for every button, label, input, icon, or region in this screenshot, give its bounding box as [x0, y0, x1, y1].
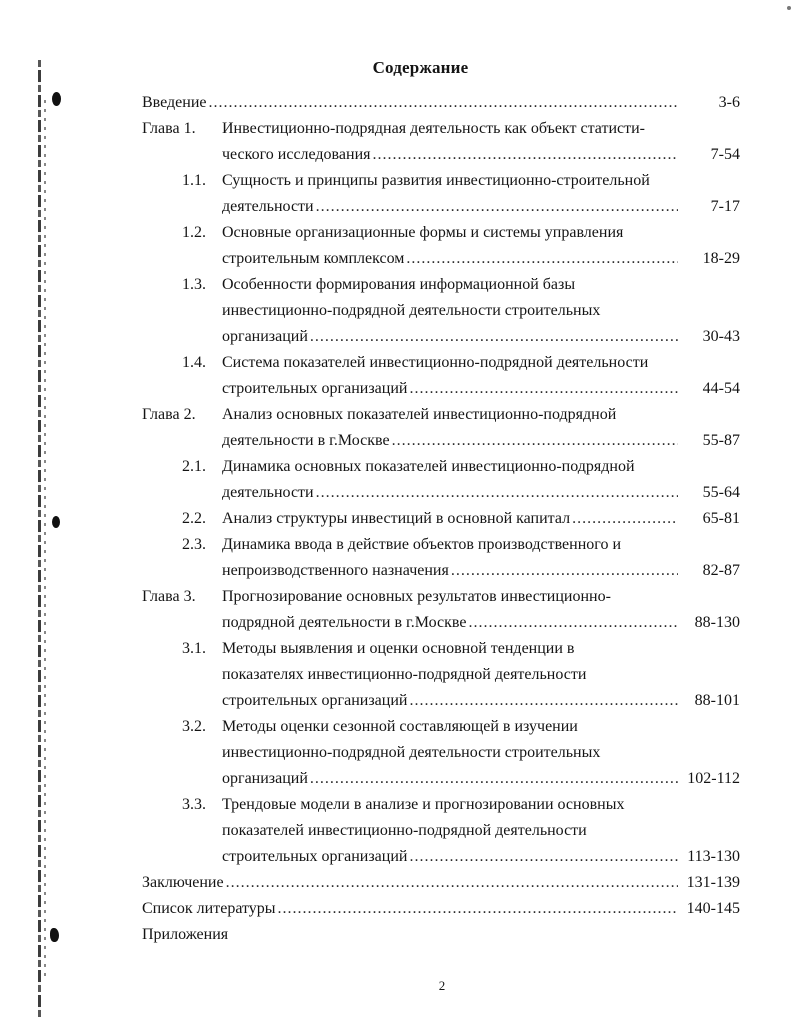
section-number: 3.1.	[182, 640, 206, 657]
chapter-number: Глава 1.	[142, 120, 196, 137]
toc-entry-title: Список литературы	[142, 900, 276, 917]
ink-blot	[52, 92, 61, 106]
toc-entry-conclusion[interactable]	[142, 870, 740, 896]
section-number: 3.2.	[182, 718, 206, 735]
toc-entry-title: Заключение	[142, 874, 224, 891]
section-number: 2.2.	[182, 510, 206, 527]
leader-dots	[392, 428, 678, 454]
toc-entry-title: Особенности формирования информационной базы	[222, 276, 576, 293]
toc-entry-title-cont: ческого исследования	[222, 146, 371, 163]
scan-edge-artifact	[38, 60, 41, 1020]
leader-dots	[316, 194, 678, 220]
toc-entry-title: Прогнозирование основных результатов инвестиционно-	[222, 588, 611, 605]
toc-page-range: 7-54	[710, 146, 740, 163]
toc-entry-title-cont: деятельности	[222, 198, 314, 215]
section-number: 1.4.	[182, 354, 206, 371]
toc-page-range: 102-112	[687, 770, 740, 787]
toc-entry-title-cont: организаций	[222, 770, 308, 787]
toc-entry-title-cont: показателях инвестиционно-подрядной деятельности	[222, 666, 587, 683]
toc-entry-title: Введение	[142, 94, 207, 111]
leader-dots	[372, 142, 678, 168]
toc-entry-title-cont: деятельности в г.Москве	[222, 432, 390, 449]
leader-dots	[409, 688, 678, 714]
leader-dots	[310, 324, 678, 350]
toc-entry-title: Трендовые модели в анализе и прогнозировании основных	[222, 796, 625, 813]
toc-entry-title: Приложения	[142, 926, 229, 943]
toc-entry-intro[interactable]	[142, 90, 740, 116]
toc-entry-chapter-3[interactable]	[142, 584, 740, 636]
toc-entry-title-cont: строительных организаций	[222, 848, 408, 865]
scan-speck	[787, 6, 791, 10]
toc-entry-section-2-2[interactable]	[142, 506, 740, 532]
section-number: 1.2.	[182, 224, 206, 241]
toc-page-range: 65-81	[702, 510, 740, 527]
toc-entry-section-3-2[interactable]	[142, 714, 740, 792]
toc-page-range: 30-43	[702, 328, 740, 345]
toc-page-range: 88-130	[694, 614, 740, 631]
toc-page-range: 88-101	[694, 692, 740, 709]
toc-page-range: 55-64	[702, 484, 740, 501]
toc-entry-title-cont: деятельности	[222, 484, 314, 501]
table-of-contents	[142, 90, 740, 948]
toc-entry-appendices[interactable]	[142, 922, 740, 948]
leader-dots	[316, 480, 678, 506]
chapter-number: Глава 2.	[142, 406, 196, 423]
toc-entry-title-cont: непроизводственного назначения	[222, 562, 449, 579]
toc-entry-section-1-4[interactable]	[142, 350, 740, 402]
page-title: Содержание	[372, 58, 469, 77]
toc-entry-references[interactable]	[142, 896, 740, 922]
page-number: 2	[438, 978, 446, 993]
leader-dots	[409, 376, 678, 402]
section-number: 1.3.	[182, 276, 206, 293]
leader-dots	[310, 766, 678, 792]
section-number: 1.1.	[182, 172, 206, 189]
toc-entry-title: Методы выявления и оценки основной тенденции в	[222, 640, 575, 657]
toc-page-range: 140-145	[686, 900, 740, 917]
toc-entry-title-cont: показателей инвестиционно-подрядной деятельности	[222, 822, 587, 839]
toc-entry-section-3-1[interactable]	[142, 636, 740, 714]
toc-entry-title: Методы оценки сезонной составляющей в изучении	[222, 718, 578, 735]
toc-entry-title: Система показателей инвестиционно-подрядной деятельности	[222, 354, 649, 371]
leader-dots	[226, 870, 678, 896]
section-number: 2.3.	[182, 536, 206, 553]
toc-page-range: 3-6	[718, 94, 740, 111]
toc-entry-title-cont: строительных организаций	[222, 380, 408, 397]
toc-page-range: 55-87	[702, 432, 740, 449]
toc-entry-section-1-2[interactable]	[142, 220, 740, 272]
toc-entry-section-3-3[interactable]	[142, 792, 740, 870]
leader-dots	[406, 246, 678, 272]
leader-dots	[468, 610, 678, 636]
toc-entry-title: Анализ основных показателей инвестиционно-подрядной	[222, 406, 617, 423]
leader-dots	[209, 90, 679, 116]
toc-entry-title: Инвестиционно-подрядная деятельность как объект статисти-	[222, 120, 645, 137]
toc-entry-section-1-1[interactable]	[142, 168, 740, 220]
toc-entry-chapter-1[interactable]	[142, 116, 740, 168]
leader-dots	[572, 506, 678, 532]
section-number: 2.1.	[182, 458, 206, 475]
toc-page-range: 131-139	[686, 874, 740, 891]
toc-entry-title: Динамика основных показателей инвестиционно-подрядной	[222, 458, 635, 475]
toc-entry-title: Основные организационные формы и системы управления	[222, 224, 624, 241]
toc-entry-section-1-3[interactable]	[142, 272, 740, 350]
toc-page-range: 113-130	[687, 848, 740, 865]
scan-edge-artifact	[44, 100, 46, 980]
toc-entry-title-cont: организаций	[222, 328, 308, 345]
leader-dots	[409, 844, 678, 870]
toc-entry-title: Динамика ввода в действие объектов производственного и	[222, 536, 622, 553]
toc-entry-chapter-2[interactable]	[142, 402, 740, 454]
toc-page-range: 82-87	[702, 562, 740, 579]
toc-entry-section-2-3[interactable]	[142, 532, 740, 584]
toc-entry-title-cont: строительным комплексом	[222, 250, 405, 267]
toc-entry-title-cont: инвестиционно-подрядной деятельности строительных	[222, 302, 601, 319]
toc-entry-title: Сущность и принципы развития инвестиционно-строительной	[222, 172, 650, 189]
leader-dots	[451, 558, 678, 584]
toc-page-range: 44-54	[702, 380, 740, 397]
section-number: 3.3.	[182, 796, 206, 813]
toc-entry-title-cont: строительных организаций	[222, 692, 408, 709]
toc-entry-section-2-1[interactable]	[142, 454, 740, 506]
toc-entry-title-cont: подрядной деятельности в г.Москве	[222, 614, 467, 631]
chapter-number: Глава 3.	[142, 588, 196, 605]
ink-blot	[52, 516, 60, 528]
ink-blot	[50, 928, 59, 942]
toc-entry-title: Анализ структуры инвестиций в основной капитал	[222, 510, 571, 527]
toc-page-range: 7-17	[710, 198, 740, 215]
toc-page-range: 18-29	[702, 250, 740, 267]
toc-entry-title-cont: инвестиционно-подрядной деятельности строительных	[222, 744, 601, 761]
leader-dots	[278, 896, 678, 922]
